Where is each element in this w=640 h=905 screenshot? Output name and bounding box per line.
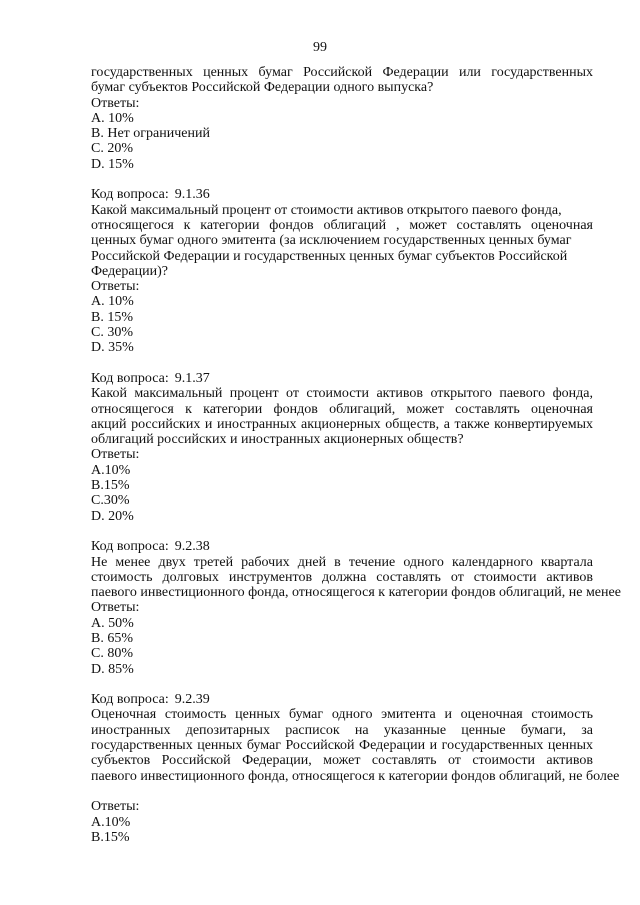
question-code: 9.2.38 [174,539,210,555]
answer-option: B. 15% [91,309,133,325]
question-code-label: Код вопроса: [91,187,169,203]
question-code-line [91,539,593,554]
answer-option: C.30% [91,493,130,509]
question-code-line [91,692,593,707]
question-code-line [91,371,593,386]
question-text-line: облигаций российских и иностранных акционерных обществ? [91,432,464,448]
answers-label: Ответы: [91,447,140,463]
answer-option: A. 10% [91,110,134,126]
answer-option: D. 85% [91,661,134,677]
question-code-line [91,187,593,202]
question-text-line: стоимость долговых инструментов должна составлять от стоимости активов [91,569,593,585]
question-text-line: акций российских и иностранных акционерных обществ, а также конвертируемых [91,416,593,432]
question-9-1-36 [91,187,593,355]
answer-option: A.10% [91,814,131,830]
question-text-line: Какой максимальный процент от стоимости активов открытого паевого фонда, [91,202,562,218]
question-text-line: субъектов Российской Федерации, может составлять от стоимости активов [91,753,593,769]
question-text-line: ценных бумаг одного эмитента (за исключением государственных ценных бумаг [91,233,572,249]
answer-option: D. 15% [91,156,134,172]
question-text-line: Не менее двух третей рабочих дней в течение одного календарного квартала [91,554,593,570]
question-code-label: Код вопроса: [91,370,169,386]
answer-option: D. 35% [91,340,134,356]
question-code: 9.1.37 [174,370,210,386]
answer-option: C. 80% [91,646,133,662]
answers-label: Ответы: [91,95,140,111]
answer-option: B.15% [91,829,130,845]
question-text-line: бумаг субъектов Российской Федерации одного выпуска? [91,80,434,96]
answers-label: Ответы: [91,799,140,815]
answer-option: C. 30% [91,325,133,341]
question-text-line: государственных ценных бумаг Российской Федерации или государственных [91,65,593,80]
question-code-label: Код вопроса: [91,539,169,555]
answer-option: A. 50% [91,615,134,631]
question-9-1-37 [91,371,593,524]
answer-option: B. 65% [91,630,133,646]
page-number: 99 [313,40,327,55]
page-content [91,65,621,845]
intro-question-continuation [91,65,593,172]
question-text-line: иностранных депозитарных расписок на указанные ценные бумаги, за [91,722,593,738]
answer-option: B.15% [91,478,130,494]
question-text-line: государственных ценных бумаг Российской Федерации и государственных ценных [91,738,593,754]
answer-option: D. 20% [91,508,134,524]
question-9-2-38 [91,539,621,677]
question-code: 9.1.36 [174,187,210,203]
question-text-line: Российской Федерации и государственных ценных бумаг субъектов Российской [91,248,568,264]
answer-option: C. 20% [91,141,133,157]
answer-option: A.10% [91,462,131,478]
question-text-line: Какой максимальный процент от стоимости активов открытого паевого фонда, [91,386,593,402]
question-text-line: Оценочная стоимость ценных бумаг одного эмитента и оценочная стоимость [91,707,593,723]
question-text-line: паевого инвестиционного фонда, относящегося к категории фондов облигаций, не менее [91,585,621,601]
answers-label: Ответы: [91,279,140,295]
question-9-2-39 [91,692,620,845]
question-text-line: Федерации)? [91,263,168,279]
question-text-line: относящегося к категории фондов облигаций , может составлять оценочная [91,217,593,233]
question-code-label: Код вопроса: [91,692,169,708]
answers-label: Ответы: [91,600,140,616]
question-code: 9.2.39 [174,692,210,708]
answer-option: A. 10% [91,294,134,310]
question-text-line: паевого инвестиционного фонда, относящегося к категории фондов облигаций, не более [91,768,620,784]
answer-option: B. Нет ограничений [91,126,210,142]
question-text-line: относящегося к категории фондов облигаций, может составлять оценочная [91,401,593,417]
